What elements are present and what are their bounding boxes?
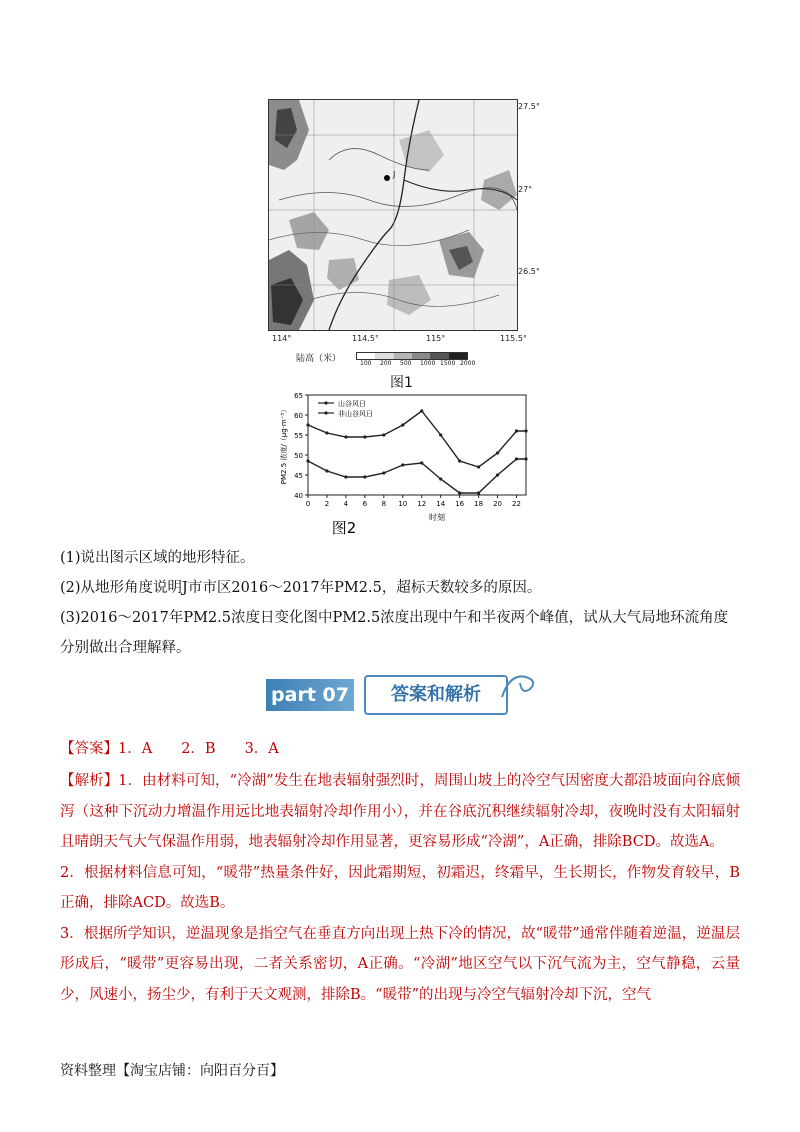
- series-0-point-2: [344, 435, 347, 438]
- y-tick-label-65: 65: [294, 392, 303, 400]
- analysis-paragraph-2: 2．根据材料信息可知，“暖带”热量条件好，因此霜期短，初霜迟，终霜早，生长期长，作物发育较早，B正确，排除ACD。故选B。: [60, 864, 740, 911]
- series-1-point-12: [524, 457, 527, 460]
- x-tick-label-18: 18: [474, 500, 484, 508]
- legend-swatch-1: [375, 353, 393, 359]
- answer-text: 【答案】1．A 2．B 3．A: [60, 741, 279, 757]
- legend-swatch-0: [357, 353, 375, 359]
- series-0-point-10: [496, 451, 499, 454]
- y-tick-label-55: 55: [294, 432, 303, 440]
- lon-label-114-5: 114.5°: [352, 334, 379, 343]
- series-1-point-11: [515, 457, 518, 460]
- series-line-0: [308, 411, 526, 467]
- x-tick-label-20: 20: [493, 500, 503, 508]
- series-0-point-1: [325, 431, 328, 434]
- y-tick-label-45: 45: [294, 472, 303, 480]
- terrain-map-figure: [266, 97, 556, 375]
- x-tick-label-14: 14: [436, 500, 446, 508]
- lon-label-114: 114°: [272, 334, 292, 343]
- legend-title: 陆高（米）: [296, 354, 342, 364]
- x-tick-label-4: 4: [343, 500, 349, 508]
- x-tick-label-8: 8: [381, 500, 387, 508]
- x-axis-label: 时刻: [429, 513, 445, 522]
- legend-tick-100: 100: [360, 360, 372, 367]
- x-tick-label-12: 12: [417, 500, 427, 508]
- city-j-label: J: [393, 170, 396, 179]
- series-0-point-8: [458, 459, 461, 462]
- analysis-section: [60, 766, 740, 1010]
- legend-swatch-3: [412, 353, 430, 359]
- banner-curl-decoration: [500, 669, 540, 699]
- x-tick-label-10: 10: [398, 500, 408, 508]
- y-tick-label-50: 50: [294, 452, 303, 460]
- lat-label-27-5: 27.5°: [518, 102, 540, 111]
- legend-swatch-2: [394, 353, 412, 359]
- series-0-point-5: [401, 423, 404, 426]
- series-1-point-9: [477, 491, 480, 494]
- lon-label-115: 115°: [426, 334, 446, 343]
- question-2: (2)从地形角度说明J市市区2016～2017年PM2.5，超标天数较多的原因。: [60, 580, 542, 596]
- figure-1-caption: 图1: [390, 375, 413, 391]
- series-line-1: [308, 459, 526, 493]
- terrain-map-drawing: [269, 100, 517, 330]
- series-0-point-11: [515, 429, 518, 432]
- x-tick-label-0: 0: [305, 500, 311, 508]
- series-1-point-3: [363, 475, 366, 478]
- series-1-point-4: [382, 471, 385, 474]
- terrain-map: [268, 99, 518, 331]
- lon-label-115-5: 115.5°: [500, 334, 527, 343]
- series-1-point-6: [420, 461, 423, 464]
- footer-credit: 资料整理【淘宝店铺：向阳百分百】: [60, 1063, 284, 1079]
- series-0-point-0: [306, 423, 309, 426]
- analysis-paragraph-3: 3．根据所学知识，逆温现象是指空气在垂直方向出现上热下冷的情况，故“暖带”通常伴随着逆温，逆温层形成后，“暖带”更容易出现，二者关系密切，A正确。“冷湖”地区空气以下沉气流为主，空气静稳，云量少，风速小，扬尘少，有利于天文观测，排除B。“暖带”的出现与冷空气辐射冷却下沉，空气: [60, 925, 740, 1003]
- legend-swatch-4: [430, 353, 448, 359]
- legend-color-bar: [356, 352, 468, 360]
- banner-part-label: part 07: [266, 679, 354, 711]
- question-3: (3)2016～2017年PM2.5浓度日变化图中PM2.5浓度出现中午和半夜两个峰值，试从大气局地环流角度分别做出合理解释。: [60, 610, 729, 656]
- y-tick-label-60: 60: [294, 412, 303, 420]
- x-tick-label-2: 2: [324, 500, 330, 508]
- x-tick-label-22: 22: [512, 500, 521, 508]
- legend-label-1: 非山谷风日: [338, 410, 373, 418]
- series-1-point-5: [401, 463, 404, 466]
- series-0-point-7: [439, 433, 442, 436]
- series-0-point-3: [363, 435, 366, 438]
- figure-2-caption: 图2: [331, 519, 357, 535]
- legend-marker-0: [324, 401, 327, 404]
- analysis-paragraph-1: 【解析】1．由材料可知，“冷湖”发生在地表辐射强烈时，周围山坡上的冷空气因密度大都沿坡面向谷底倾泻（这种下沉动力增温作用远比地表辐射冷却作用小），并在谷底沉积继续辐射冷却，夜晚时没有太阳辐射且晴朗天气大气保温作用弱，地表辐射冷却作用显著，更容易形成“冷湖”，A正确，排除BCD。故选A。: [60, 773, 740, 850]
- legend-swatch-5: [449, 353, 467, 359]
- series-1-point-10: [496, 473, 499, 476]
- question-1: (1)说出图示区域的地形特征。: [60, 550, 255, 566]
- x-tick-label-6: 6: [362, 500, 368, 508]
- legend-tick-1500: 1500: [440, 360, 456, 367]
- series-1-point-7: [439, 477, 442, 480]
- series-1-point-0: [306, 459, 309, 462]
- answer-line: [60, 734, 740, 764]
- x-tick-label-16: 16: [455, 500, 465, 508]
- lat-label-26-5: 26.5°: [518, 267, 540, 276]
- series-0-point-4: [382, 433, 385, 436]
- series-1-point-8: [458, 491, 461, 494]
- legend-marker-1: [324, 411, 327, 414]
- lat-label-27: 27°: [518, 185, 533, 194]
- legend-tick-1000: 1000: [420, 360, 436, 367]
- series-0-point-12: [524, 429, 527, 432]
- legend-tick-2000: 2000: [460, 360, 476, 367]
- city-j-marker: [384, 175, 390, 181]
- series-0-point-9: [477, 465, 480, 468]
- y-tick-label-40: 40: [294, 492, 303, 500]
- legend-tick-500: 500: [400, 360, 412, 367]
- legend-label-0: 山谷风日: [338, 400, 366, 408]
- pm25-chart-figure: [276, 390, 546, 535]
- y-axis-label: PM2.5 浓度/（μg·m⁻³）: [280, 405, 288, 485]
- series-1-point-2: [344, 475, 347, 478]
- question-list: [60, 543, 740, 663]
- banner-title: 答案和解析: [364, 675, 508, 715]
- pm25-line-chart: [276, 390, 546, 535]
- legend-tick-200: 200: [380, 360, 392, 367]
- series-1-point-1: [325, 469, 328, 472]
- series-0-point-6: [420, 409, 423, 412]
- section-banner: [266, 669, 541, 717]
- elevation-legend: [296, 351, 506, 369]
